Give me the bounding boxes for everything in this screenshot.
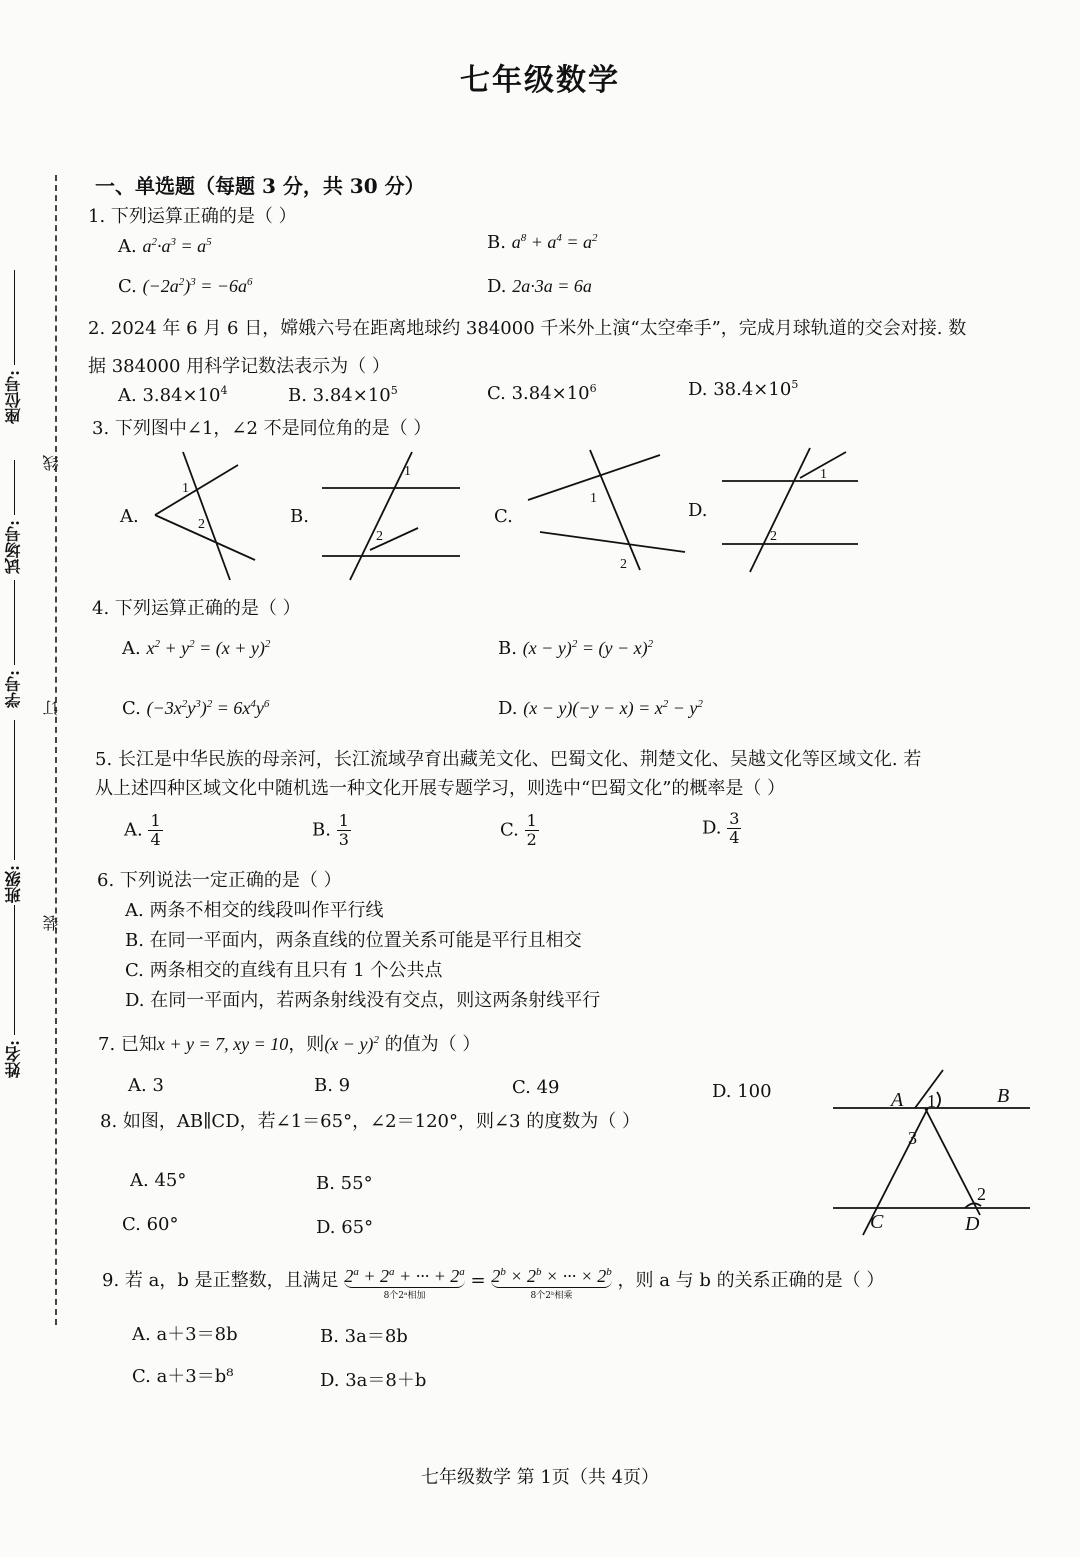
q8-point-d: D [965, 1213, 980, 1235]
q2-option-c: C. $3.84\times 10^6$ [487, 382, 597, 404]
q3-option-c-label: C. [494, 506, 513, 527]
q4-option-b: B. $(x - y)^2 = (y - x)^2$ [498, 638, 654, 659]
q3c-lower-line [540, 532, 685, 552]
binding-label-ding: 订 [42, 700, 61, 716]
q3b-transversal [350, 452, 412, 580]
q3a-angle1: 1 [182, 481, 189, 496]
q3-figures [0, 440, 1080, 590]
q8-angle1-arc [937, 1092, 940, 1108]
q3c-angle2: 2 [620, 557, 627, 572]
page-footer: 七年级数学 第 1页（共 4页） [420, 1467, 660, 1488]
q5-stem-line1: 5. 长江是中华民族的母亲河，长江流域孕育出藏羌文化、巴蜀文化、荆楚文化、吴越文化等区域文化. 若 [95, 749, 922, 770]
q7-option-d: D. 100 [712, 1081, 772, 1102]
seat-number-label: 座位号: [4, 370, 23, 424]
q3-option-d-label: D. [688, 500, 708, 521]
q4-option-c: C. $(-3x^2y^3)^2 = 6x^4y^6$ [122, 698, 270, 719]
binding-dashed-line [55, 175, 57, 1325]
q5-option-c: C. $\frac{1}{2}$ [500, 811, 537, 849]
q8-angle3-label: 3 [908, 1128, 917, 1148]
student-id-label: 学号: [4, 670, 23, 708]
q1-option-b: B. $a^8 + a^4 = a^2$ [487, 232, 598, 253]
q3-stem: 3. 下列图中∠1，∠2 不是同位角的是（ ） [92, 418, 432, 439]
name-label: 姓名: [4, 1040, 23, 1078]
q8-option-c: C. 60° [122, 1214, 179, 1235]
q2-option-d: D. $38.4\times 10^5$ [688, 378, 799, 400]
q2-stem-line1: 2. 2024 年 6 月 6 日，嫦娥六号在距离地球约 384000 千米外上演“太空牵手”，完成月球轨道的交会对接. 数 [88, 318, 967, 339]
q4-stem: 4. 下列运算正确的是（ ） [92, 598, 301, 619]
q3a-transversal [183, 452, 230, 580]
q9-option-c: C. a＋3＝b⁸ [132, 1366, 234, 1387]
section-heading: 一、单选题（每题 3 分，共 30 分） [95, 174, 425, 198]
q1-option-d: D. 2a·3a = 6a [487, 276, 592, 297]
q8-point-a: A [891, 1089, 904, 1111]
q8-point-c: C [870, 1211, 884, 1233]
class-label: 班级: [4, 865, 23, 903]
q7-option-b: B. 9 [314, 1075, 351, 1096]
q2-option-a: A. $3.84\times 10^4$ [118, 384, 228, 406]
q3-option-b-label: B. [290, 506, 309, 527]
q1-option-c: C. $(-2a^2)^3 = -6a^6$ [118, 276, 253, 297]
exam-room-label: 试场号: [4, 520, 23, 574]
name-line [14, 905, 15, 1035]
q6-option-c: C. 两条相交的直线有且只有 1 个公共点 [125, 960, 443, 981]
q6-stem: 6. 下列说法一定正确的是（ ） [97, 870, 342, 891]
q4-option-a: A. $x^2 + y^2 = (x + y)^2$ [122, 638, 271, 659]
q5-option-d: D. $\frac{3}{4}$ [702, 809, 740, 847]
q6-option-d: D. 在同一平面内，若两条射线没有交点，则这两条射线平行 [125, 990, 601, 1011]
binding-label-xian: 线 [42, 455, 61, 471]
q8-segment-ad [925, 1108, 980, 1215]
q8-point-b: B [997, 1085, 1010, 1107]
q8-angle1-label: 1 [927, 1091, 936, 1111]
q5-option-b: B. $\frac{1}{3}$ [312, 811, 349, 849]
q1-option-a: A. $a^2\cdot a^3 = a^5$ [118, 236, 212, 257]
q8-option-d: D. 65° [316, 1217, 374, 1238]
q3b-angle1: 1 [404, 464, 411, 479]
q8-stem: 8. 如图，AB∥CD，若∠1＝65°，∠2＝120°，则∠3 的度数为（ ） [100, 1111, 640, 1132]
q9-option-a: A. a＋3＝8b [132, 1324, 238, 1345]
q3c-transversal [590, 450, 640, 570]
q4-option-d: D. $(x - y)(-y - x) = x^2 - y^2$ [498, 698, 703, 719]
seat-number-line [14, 270, 15, 365]
q3-option-a-label: A. [120, 506, 139, 527]
q3b-angle2: 2 [376, 529, 383, 544]
page-title: 七年级数学 [460, 63, 620, 98]
q3d-transversal [750, 448, 810, 572]
q7-stem: 7. 已知x + y = 7, xy = 10，则$(x - y)^2$ 的值为（ ） [98, 1034, 481, 1055]
q5-stem-line2: 从上述四种区域文化中随机选一种文化开展专题学习，则选中“巴蜀文化”的概率是（ ） [95, 778, 786, 799]
q3d-angle1: 1 [820, 467, 827, 482]
q5-option-a: A. $\frac{1}{4}$ [124, 811, 161, 849]
binding-label-zhuang: 装 [42, 915, 61, 931]
q7-option-a: A. 3 [128, 1075, 164, 1096]
student-id-line [14, 580, 15, 665]
q6-option-a: A. 两条不相交的线段叫作平行线 [125, 900, 384, 921]
q9-brace-label-2: 8个2ᵇ相乘 [530, 1291, 573, 1301]
q2-stem-line2: 据 384000 用科学记数法表示为（ ） [88, 356, 390, 377]
q9-option-b: B. 3a＝8b [320, 1326, 408, 1347]
q8-angle2-label: 2 [977, 1184, 986, 1204]
q3c-angle1: 1 [590, 491, 597, 506]
q8-figure [825, 1060, 1040, 1240]
q3a-lower-ray [155, 515, 255, 560]
q1-stem: 1. 下列运算正确的是（ ） [88, 206, 297, 227]
q9-stem: 9. 若 a，b 是正整数，且满足 $2^a + 2^a$ + ··· + $2^a$ 8个2ᵃ相加 = $2^b \times 2^b$ × ··· × $2^b$ 8个2ᵇ相乘 ，则 a 与 b 的关系正确的是（ ） [102, 1266, 885, 1301]
q9-option-d: D. 3a＝8＋b [320, 1370, 427, 1391]
q9-brace-label-1: 8个2ᵃ相加 [383, 1291, 426, 1301]
q8-option-b: B. 55° [316, 1173, 373, 1194]
q7-option-c: C. 49 [512, 1077, 560, 1098]
class-line [14, 720, 15, 860]
q3d-angle2: 2 [770, 529, 777, 544]
q6-option-b: B. 在同一平面内，两条直线的位置关系可能是平行且相交 [125, 930, 582, 951]
q3a-angle2: 2 [198, 517, 205, 532]
q8-option-a: A. 45° [130, 1170, 187, 1191]
q2-option-b: B. $3.84\times 10^5$ [288, 384, 398, 406]
